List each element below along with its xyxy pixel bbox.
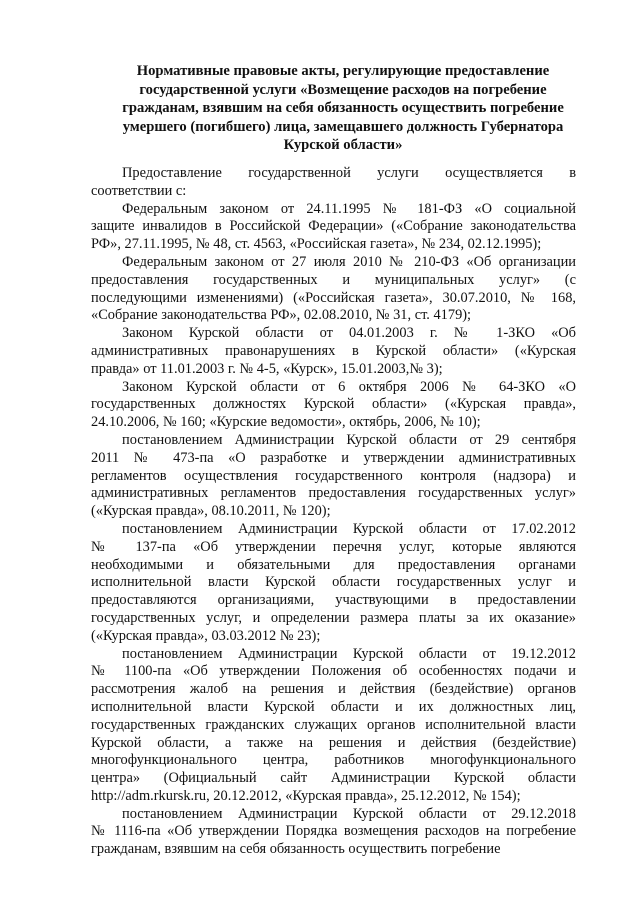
paragraph-line: Курской области, а также на решения и действия (бездействие) [91, 734, 576, 751]
title-line: гражданам, взявшим на себя обязанность осуществить погребение [122, 100, 564, 117]
paragraph-line: предоставления государственных и муниципальных услуг» (с [91, 271, 576, 288]
paragraph-line: государственных услуг, и определении размера платы за их оказание» [91, 609, 576, 626]
document-paragraph [91, 806, 576, 859]
paragraph-line: постановлением Администрации Курской области от 17.02.2012 [122, 520, 576, 537]
document-paragraph [91, 325, 576, 378]
paragraph-line: Федеральным законом от 27 июля 2010 № 210-ФЗ «Об организации [122, 253, 576, 270]
paragraph-line: № 137-па «Об утверждении перечня услуг, которые являются [91, 538, 576, 555]
paragraph-line: № 1116-па «Об утверждении Порядка возмещения расходов на погребение [91, 823, 576, 840]
title-line: умершего (погибшего) лица, замещавшего должность Губернатора [122, 118, 564, 135]
paragraph-line: исполнительной власти Курской области и их должностных лиц, [91, 698, 576, 715]
paragraph-line: 2011 № 473-па «О разработке и утверждении административных [91, 449, 576, 466]
document-paragraph [91, 254, 576, 325]
document-paragraph [91, 521, 576, 646]
paragraph-line: Предоставление государственной услуги осуществляется в [122, 165, 576, 181]
paragraph-line: защите инвалидов в Российской Федерации» («Собрание законодательства [91, 218, 576, 235]
paragraph-line: «Собрание законодательства РФ», 02.08.2010, № 31, ст. 4179); [91, 307, 472, 324]
paragraph-line: рассмотрения жалоб на решения и действия (бездействие) органов [91, 681, 576, 698]
paragraph-line: государственных должностях Курской области» («Курская правда», [91, 396, 576, 413]
paragraph-line: необходимыми и обязательными для предоставления органами [91, 556, 576, 573]
paragraph-line: правда» от 11.01.2003 г. № 4-5, «Курск», 15.01.2003,№ 3); [91, 360, 443, 377]
paragraph-line: государственных гражданских служащих органов исполнительной власти [91, 716, 576, 733]
paragraph-line: предоставляются организациями, участвующими в предоставлении [91, 592, 576, 609]
title-line: государственной услуги «Возмещение расходов на погребение [139, 81, 547, 98]
paragraph-line: № 1100-па «Об утверждении Положения об особенностях подачи и [91, 663, 576, 680]
paragraph-line: («Курская правда», 03.03.2012 № 23); [91, 627, 321, 644]
document-title [110, 62, 576, 155]
paragraph-line: гражданам, взявшим на себя обязанность осуществить погребение [91, 841, 501, 858]
paragraph-line: 24.10.2006, № 160; «Курские ведомости», октябрь, 2006, № 10); [91, 414, 481, 431]
document-paragraph [91, 201, 576, 254]
paragraph-line: центра» (Официальный сайт Администрации Курской области [91, 770, 576, 787]
paragraph-line: http://adm.rkursk.ru, 20.12.2012, «Курская правда», 25.12.2012, № 154); [91, 787, 521, 804]
paragraph-line: административных регламентов предоставления государственных услуг» [91, 485, 576, 502]
paragraph-line: административных правонарушениях в Курской области» («Курская [91, 342, 576, 359]
paragraph-line: последующими изменениями) («Российская газета», 30.07.2010, № 168, [91, 289, 576, 306]
paragraph-line: регламентов осуществления государственного контроля (надзора) и [91, 467, 576, 484]
paragraph-line: Законом Курской области от 04.01.2003 г. № 1-ЗКО «Об [122, 325, 576, 342]
document-paragraph [91, 165, 576, 201]
document-paragraph [91, 432, 576, 521]
document-paragraph [91, 379, 576, 432]
paragraph-line: постановлением Администрации Курской области от 29.12.2018 [122, 805, 576, 822]
title-line: Курской области» [283, 137, 403, 154]
paragraph-line: Законом Курской области от 6 октября 2006 № 64-ЗКО «О [122, 378, 576, 395]
paragraph-line: исполнительной власти Курской области государственных услуг и [91, 574, 576, 591]
paragraph-line: соответствии с: [91, 182, 187, 199]
paragraph-line: («Курская правда», 08.10.2011, № 120); [91, 503, 331, 520]
paragraph-line: постановлением Администрации Курской области от 19.12.2012 [122, 645, 576, 662]
document-paragraph [91, 646, 576, 806]
paragraph-line: Федеральным законом от 24.11.1995 № 181-ФЗ «О социальной [122, 200, 576, 217]
paragraph-line: РФ», 27.11.1995, № 48, ст. 4563, «Российская газета», № 234, 02.12.1995); [91, 236, 542, 253]
title-line: Нормативные правовые акты, регулирующие предоставление [136, 63, 550, 79]
paragraph-line: многофункционального центра, работников многофункционального [91, 752, 576, 769]
paragraph-line: постановлением Администрации Курской области от 29 сентября [122, 431, 576, 448]
document-body [91, 165, 576, 859]
